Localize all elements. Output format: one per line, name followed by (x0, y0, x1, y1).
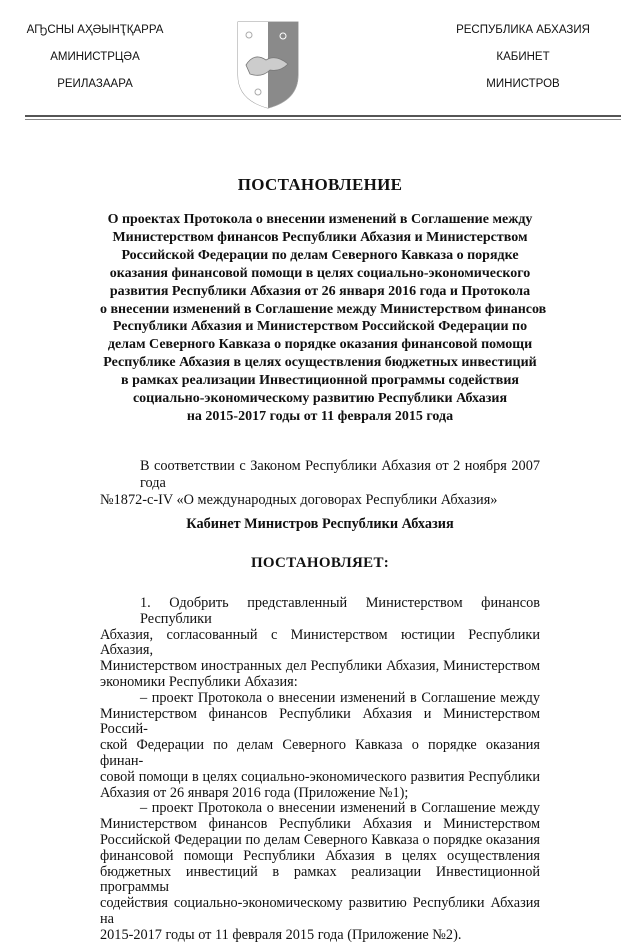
body-line: финансовой помощи Республики Абхазия в целях осуществления (100, 847, 540, 864)
subject-line: в рамках реализации Инвестиционной программы содействия (121, 373, 519, 389)
letterhead-right-line: КАБИНЕТ (496, 51, 550, 63)
body-line: Абхазия от 26 января 2016 года (Приложение №1); (100, 784, 409, 801)
subject-line: развития Республики Абхазия от 26 января 2016 года и Протокола (109, 283, 531, 299)
authority: Кабинет Министров Республики Абхазия (186, 516, 454, 532)
document-subject (100, 211, 547, 426)
subject-line: Республики Абхазия и Министерством Российской Федерации по (112, 319, 528, 335)
letterhead-left-line: АМИНИСТРЦӘА (50, 51, 140, 63)
header-divider-thin (25, 119, 621, 120)
subject-line: Министерством финансов Республики Абхазия и Министерством (112, 229, 528, 245)
subject-line: О проектах Протокола о внесении изменений в Соглашение между (107, 212, 533, 227)
body-line: 2015-2017 годы от 11 февраля 2015 года (Приложение №2). (100, 926, 462, 943)
letterhead-right-line: РЕСПУБЛИКА АБХАЗИЯ (456, 24, 590, 36)
subject-line: социально-экономическому развитию Республики Абхазия (132, 391, 508, 407)
subject-line: оказания финансовой помощи в целях социально-экономического (109, 265, 531, 281)
coat-of-arms-emblem (236, 20, 300, 110)
resolves-heading: ПОСТАНОВЛЯЕТ: (250, 555, 390, 571)
subject-line: делам Северного Кавказа о порядке оказания финансовой помощи (107, 337, 533, 353)
body-line: содействия социально-экономическому развитию Республики Абхазия на (100, 895, 540, 927)
body-line: – проект Протокола о внесении изменений в Соглашение между (140, 800, 540, 817)
preamble (100, 458, 540, 509)
subject-line: о внесении изменений в Соглашение между Министерством финансов (100, 301, 547, 317)
document-title: ПОСТАНОВЛЕНИЕ (237, 175, 403, 194)
preamble-line: В соответствии с Законом Республики Абхазия от 2 ноября 2007 года (140, 458, 540, 491)
body-line: Министерством финансов Республики Абхазия и Министерством Россий- (100, 705, 540, 738)
letterhead-right-line: МИНИСТРОВ (486, 78, 560, 90)
header-divider (25, 115, 621, 117)
body-line: Российской Федерации по делам Северного Кавказа о порядке оказания (100, 831, 540, 848)
letterhead-left-line: РЕИЛАЗААРА (57, 78, 133, 90)
body-line: 1. Одобрить представленный Министерством финансов Республики (140, 595, 540, 627)
letterhead-left-line: АҦСНЫ АҲӘЫНҬҚАРРА (26, 24, 164, 36)
body-line: совой помощи в целях социально-экономического развития Республики (100, 768, 540, 785)
document-body (100, 596, 540, 944)
body-line: Министерством иностранных дел Республики Абхазия, Министерством (100, 658, 540, 675)
subject-line: на 2015-2017 годы от 11 февраля 2015 года (186, 408, 454, 424)
body-line: экономики Республики Абхазия: (100, 673, 298, 690)
body-line: Абхазия, согласованный с Министерством юстиции Республики Абхазия, (100, 626, 540, 659)
body-line: Министерством финансов Республики Абхазия и Министерством (100, 816, 540, 833)
body-line: ской Федерации по делам Северного Кавказа о порядке оказания финан- (100, 737, 540, 769)
subject-line: Республике Абхазия в целях осуществления бюджетных инвестиций (103, 355, 537, 371)
subject-line: Российской Федерации по делам Северного Кавказа о порядке (121, 247, 519, 263)
body-line: бюджетных инвестиций в рамках реализации Инвестиционной программы (100, 863, 540, 896)
body-line: – проект Протокола о внесении изменений в Соглашение между (140, 689, 540, 706)
preamble-line: №1872-с-IV «О международных договорах Республики Абхазия» (100, 492, 498, 508)
